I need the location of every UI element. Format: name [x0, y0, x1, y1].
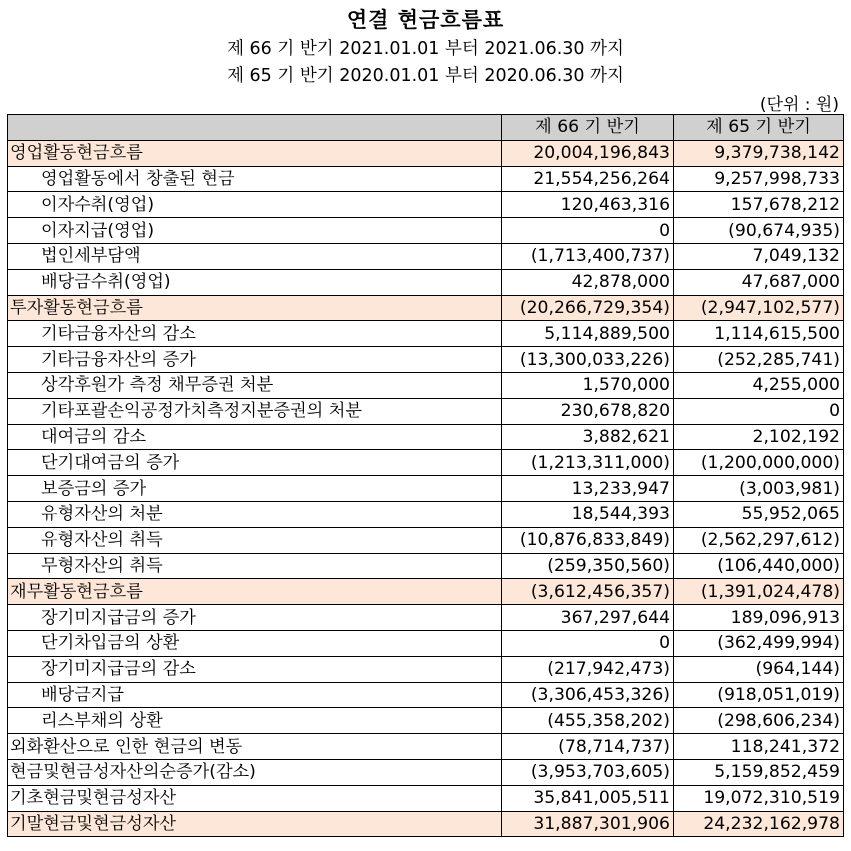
row-prior-value: 2,102,192 — [674, 424, 844, 450]
row-current-value: 42,878,000 — [502, 269, 674, 295]
row-current-value: 120,463,316 — [502, 192, 674, 218]
row-prior-value: 1,114,615,500 — [674, 321, 844, 347]
row-label: 유형자산의 처분 — [8, 501, 502, 527]
table-header-row — [8, 115, 844, 141]
table-row — [8, 630, 844, 656]
table-row — [8, 605, 844, 631]
row-prior-value: 19,072,310,519 — [674, 785, 844, 811]
row-label: 장기미지급금의 감소 — [8, 656, 502, 682]
table-row — [8, 759, 844, 785]
row-label: 영업활동에서 창출된 현금 — [8, 166, 502, 192]
row-current-value: 31,887,301,906 — [502, 811, 674, 837]
row-current-value: (1,713,400,737) — [502, 243, 674, 269]
row-label: 투자활동현금흐름 — [8, 295, 502, 321]
row-prior-value: (3,003,981) — [674, 476, 844, 502]
row-label: 단기대여금의 증가 — [8, 450, 502, 476]
table-row — [8, 269, 844, 295]
table-row — [8, 527, 844, 553]
row-current-value: 367,297,644 — [502, 605, 674, 631]
row-current-value: 1,570,000 — [502, 372, 674, 398]
row-current-value: 13,233,947 — [502, 476, 674, 502]
row-prior-value: 24,232,162,978 — [674, 811, 844, 837]
row-current-value: 0 — [502, 218, 674, 244]
table-row — [8, 192, 844, 218]
statement-title: 연결 현금흐름표 — [346, 8, 505, 32]
row-label: 현금및현금성자산의순증가(감소) — [8, 759, 502, 785]
table-row — [8, 785, 844, 811]
row-prior-value: (1,200,000,000) — [674, 450, 844, 476]
row-label: 외화환산으로 인한 현금의 변동 — [8, 734, 502, 760]
row-prior-value: 7,049,132 — [674, 243, 844, 269]
row-current-value: (1,213,311,000) — [502, 450, 674, 476]
table-row — [8, 347, 844, 373]
row-prior-value: (1,391,024,478) — [674, 579, 844, 605]
row-prior-value: (362,499,994) — [674, 630, 844, 656]
period-current: 제 66 기 반기 2021.01.01 부터 2021.06.30 까지 — [227, 39, 624, 59]
table-row — [8, 553, 844, 579]
row-current-value: (13,300,033,226) — [502, 347, 674, 373]
row-label: 기타금융자산의 증가 — [8, 347, 502, 373]
row-current-value: 20,004,196,843 — [502, 140, 674, 166]
row-label: 리스부채의 상환 — [8, 708, 502, 734]
row-prior-value: 0 — [674, 398, 844, 424]
row-prior-value: (2,562,297,612) — [674, 527, 844, 553]
row-current-value: (259,350,560) — [502, 553, 674, 579]
row-prior-value: (252,285,741) — [674, 347, 844, 373]
header-label — [8, 115, 502, 141]
row-current-value: (455,358,202) — [502, 708, 674, 734]
table-row — [8, 295, 844, 321]
table-row — [8, 166, 844, 192]
row-label: 장기미지급금의 증가 — [8, 605, 502, 631]
row-current-value: (3,953,703,605) — [502, 759, 674, 785]
row-prior-value: 55,952,065 — [674, 501, 844, 527]
row-label: 영업활동현금흐름 — [8, 140, 502, 166]
row-prior-value: (298,606,234) — [674, 708, 844, 734]
table-row — [8, 734, 844, 760]
table-row — [8, 243, 844, 269]
row-label: 이자지급(영업) — [8, 218, 502, 244]
row-label: 상각후원가 측정 채무증권 처분 — [8, 372, 502, 398]
row-label: 이자수취(영업) — [8, 192, 502, 218]
row-prior-value: 47,687,000 — [674, 269, 844, 295]
table-row — [8, 476, 844, 502]
row-current-value: 18,544,393 — [502, 501, 674, 527]
row-current-value: 230,678,820 — [502, 398, 674, 424]
row-label: 단기차입금의 상환 — [8, 630, 502, 656]
row-label: 기초현금및현금성자산 — [8, 785, 502, 811]
row-label: 무형자산의 취득 — [8, 553, 502, 579]
table-row — [8, 372, 844, 398]
row-prior-value: (918,051,019) — [674, 682, 844, 708]
cash-flow-table — [7, 114, 844, 837]
unit-label: (단위 : 원) — [759, 95, 839, 115]
row-current-value: 35,841,005,511 — [502, 785, 674, 811]
row-label: 기말현금및현금성자산 — [8, 811, 502, 837]
row-current-value: 5,114,889,500 — [502, 321, 674, 347]
row-current-value: 3,882,621 — [502, 424, 674, 450]
table-row — [8, 321, 844, 347]
table-row — [8, 501, 844, 527]
table-row — [8, 218, 844, 244]
row-prior-value: (2,947,102,577) — [674, 295, 844, 321]
period-prior: 제 65 기 반기 2020.01.01 부터 2020.06.30 까지 — [227, 66, 624, 86]
row-prior-value: 189,096,913 — [674, 605, 844, 631]
table-row — [8, 579, 844, 605]
row-prior-value: (964,144) — [674, 656, 844, 682]
table-row — [8, 450, 844, 476]
row-label: 유형자산의 취득 — [8, 527, 502, 553]
row-current-value: 0 — [502, 630, 674, 656]
row-current-value: (3,612,456,357) — [502, 579, 674, 605]
row-current-value: (20,266,729,354) — [502, 295, 674, 321]
row-prior-value: 118,241,372 — [674, 734, 844, 760]
row-prior-value: (90,674,935) — [674, 218, 844, 244]
row-current-value: (217,942,473) — [502, 656, 674, 682]
table-row — [8, 140, 844, 166]
table-row — [8, 682, 844, 708]
table-row — [8, 656, 844, 682]
row-prior-value: 5,159,852,459 — [674, 759, 844, 785]
row-prior-value: (106,440,000) — [674, 553, 844, 579]
table-row — [8, 708, 844, 734]
row-current-value: (3,306,453,326) — [502, 682, 674, 708]
row-label: 재무활동현금흐름 — [8, 579, 502, 605]
table-row — [8, 398, 844, 424]
row-current-value: (10,876,833,849) — [502, 527, 674, 553]
row-prior-value: 157,678,212 — [674, 192, 844, 218]
row-current-value: 21,554,256,264 — [502, 166, 674, 192]
row-prior-value: 9,257,998,733 — [674, 166, 844, 192]
row-prior-value: 4,255,000 — [674, 372, 844, 398]
row-label: 기타금융자산의 감소 — [8, 321, 502, 347]
row-label: 대여금의 감소 — [8, 424, 502, 450]
header-prior-period: 제 65 기 반기 — [674, 115, 844, 141]
table-row — [8, 811, 844, 837]
row-label: 기타포괄손익공정가치측정지분증권의 처분 — [8, 398, 502, 424]
row-label: 배당금지급 — [8, 682, 502, 708]
row-label: 배당금수취(영업) — [8, 269, 502, 295]
row-current-value: (78,714,737) — [502, 734, 674, 760]
header-current-period: 제 66 기 반기 — [502, 115, 674, 141]
row-prior-value: 9,379,738,142 — [674, 140, 844, 166]
table-row — [8, 424, 844, 450]
row-label: 보증금의 증가 — [8, 476, 502, 502]
row-label: 법인세부담액 — [8, 243, 502, 269]
